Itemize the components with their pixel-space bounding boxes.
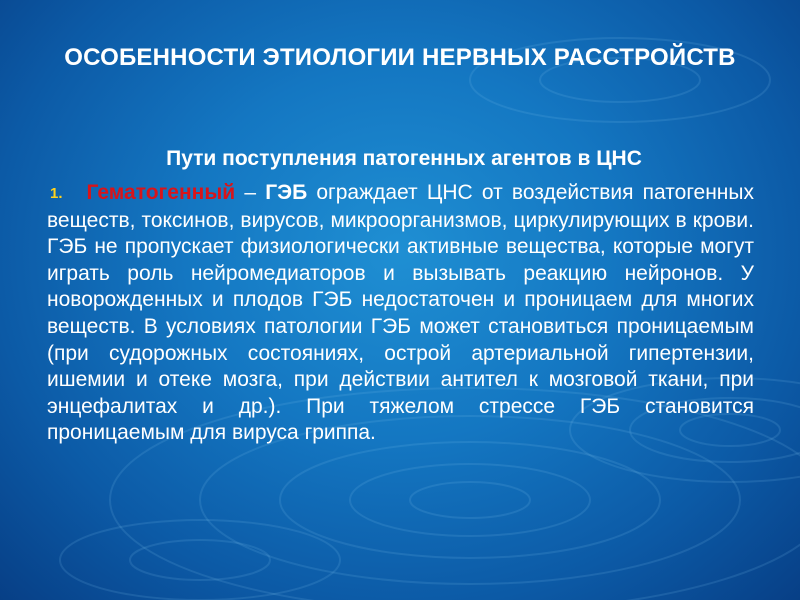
dash-separator: – [235, 181, 266, 204]
list-number: 1. [50, 185, 63, 202]
slide-subtitle: Пути поступления патогенных агентов в ЦНС [166, 147, 642, 170]
item-text: ограждает ЦНС от воздействия патогенных веществ, токсинов, вирусов, микроорганизмов, циркулирующих в крови. ГЭБ не пропускает физиологически активные вещества, которые могут играть роль нейромедиаторов и вызывать реакцию нейронов. У новорожденных и плодов ГЭБ недостаточен и проницаем для многих веществ. В условиях патологии ГЭБ может становиться проницаемым (при судорожных состояниях, острой артериальной гипертензии, ишемии и отеке мозга, при действии антител к мозговой ткани, при энцефалитах и др.). При тяжелом стрессе ГЭБ становится проницаемым для вируса гриппа. [47, 181, 754, 445]
highlighted-term: Гематогенный [86, 181, 236, 204]
slide-title: ОСОБЕННОСТИ ЭТИОЛОГИИ НЕРВНЫХ РАССТРОЙСТВ [64, 44, 736, 71]
key-term: ГЭБ [265, 181, 308, 204]
list-item [47, 180, 754, 447]
